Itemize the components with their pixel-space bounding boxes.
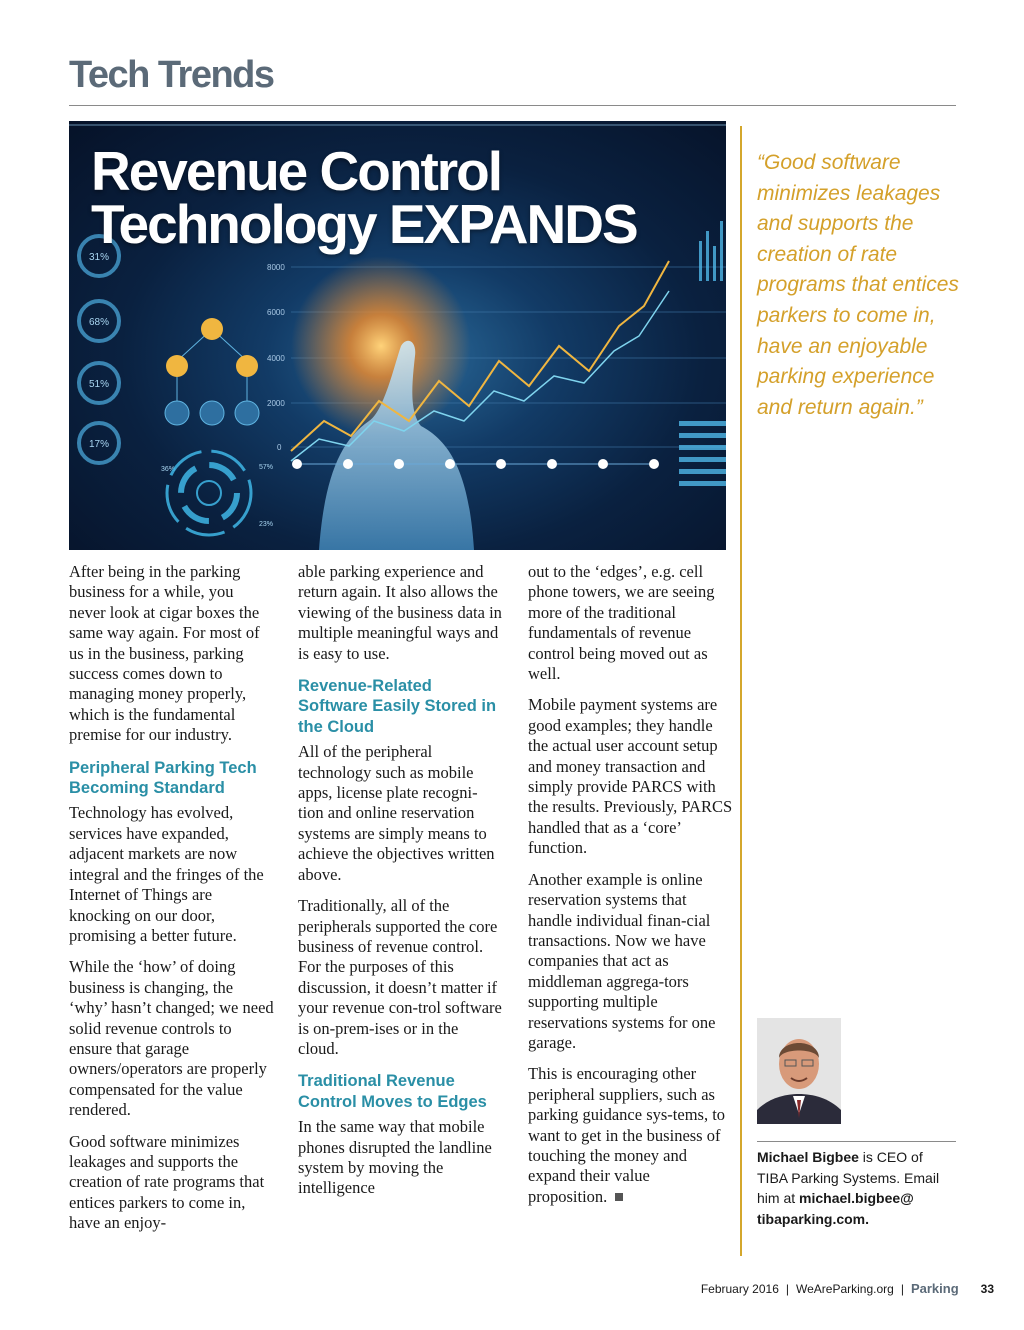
author-photo [757, 1018, 841, 1124]
page-number: 33 [980, 1282, 994, 1296]
author-email[interactable]: michael.bigbee@ tibaparking.com. [757, 1190, 914, 1227]
gauge-label: 36% [161, 466, 176, 473]
gauge-label: 23% [259, 521, 274, 528]
bio-divider [757, 1141, 956, 1142]
article-title [91, 140, 637, 255]
end-mark-icon [615, 1193, 623, 1201]
sidebar-divider [740, 126, 742, 1256]
section-title: Tech Trends [69, 54, 274, 96]
axis-label: 4000 [267, 354, 285, 363]
paragraph: All of the peripheral technology such as mobile apps, license plate recogni-tion and online reservation systems are simply means to achieve the objectives written above. [298, 742, 495, 884]
article-column-3 [528, 562, 733, 1218]
footer-separator: | [785, 1282, 789, 1296]
paragraph: out to the ‘edges’, e.g. cell phone towers, we are seeing more of the traditional fundamentals of revenue control being moved out as well. [528, 562, 715, 684]
footer-separator: | [900, 1282, 904, 1296]
paragraph: In the same way that mobile phones disrupted the landline system by moving the intelligence [298, 1117, 492, 1198]
gauge-label: 68% [89, 317, 110, 328]
gauge-label: 17% [89, 439, 110, 450]
hero-image [69, 121, 726, 550]
page-footer [701, 1281, 994, 1296]
article-title-line: Revenue Control [91, 140, 502, 202]
author-portrait [757, 1018, 841, 1124]
paragraph: able parking experience and return again. It also allows the viewing of the business data in multiple meaningful ways and is easy to use. [298, 562, 502, 663]
paragraph: After being in the parking business for a while, you never look at cigar boxes the same way again. For most of us in the business, parking success comes down to managing money properly, which is the fundamental premise for our industry. [69, 562, 260, 745]
axis-label: 8000 [267, 263, 285, 272]
footer-date: February 2016 [700, 1282, 779, 1296]
paragraph-last [528, 1064, 733, 1207]
paragraph: Mobile payment systems are good examples; they handle the actual user account setup and money transaction and simply provide PARCS with the results. Previously, PARCS handled that as a ‘core’ function. [528, 695, 733, 858]
author-bio [757, 1147, 956, 1229]
author-bio-text: is CEO of TIBA Parking Systems. Email him at [757, 1149, 940, 1206]
paragraph-text: This is encouraging other peripheral suppliers, such as parking guidance sys-tems, to want to get in the business of touching the money and expand their value proposition. [528, 1064, 726, 1206]
axis-label: 6000 [267, 308, 285, 317]
pull-quote: “Good software minimizes leakages and supports the creation of rate programs that entices parkers to come in, have an enjoyable parking experience and return again.” [757, 151, 959, 419]
title-divider [69, 105, 956, 106]
paragraph: Technology has evolved, services have expanded, adjacent markets are now integral and the fringes of the Internet of Things are knocking on our door, promising a better future. [69, 803, 264, 945]
author-name: Michael Bigbee [757, 1149, 859, 1165]
subheading: Traditional Revenue Control Moves to Edges [298, 1072, 487, 1111]
subheading: Peripheral Parking Tech Becoming Standard [69, 758, 257, 798]
gauge-label: 51% [89, 379, 110, 390]
gauge-label: 31% [89, 252, 110, 263]
axis-label: 0 [277, 443, 282, 452]
footer-magazine: Parking [910, 1281, 959, 1296]
paragraph: Another example is online reservation systems that handle individual finan-cial transactions. Now we have companies that act as middleman aggrega-tors supporting multiple reservations systems for one garage. [528, 869, 716, 1052]
footer-site[interactable]: WeAreParking.org [796, 1282, 894, 1296]
subheading: Revenue-Related Software Easily Stored in the Cloud [298, 677, 497, 736]
article-title-line: Technology EXPANDS [91, 193, 637, 255]
axis-label: 2000 [267, 399, 285, 408]
gauge-label: 57% [259, 464, 274, 471]
paragraph: Good software minimizes leakages and supports the creation of rate programs that entices parkers to come in, have an enjoy- [69, 1131, 265, 1233]
paragraph: Traditionally, all of the peripherals supported the core business of revenue control. For the purposes of this discussion, it doesn’t matter if your revenue con-trol software is on-prem-ises or in the cloud. [298, 896, 502, 1058]
article-column-1 [69, 562, 274, 1245]
paragraph: While the ‘how’ of doing business is changing, the ‘why’ hasn’t changed; we need solid revenue controls to ensure that garage owners/operators are properly compensated for the value rendered. [69, 957, 274, 1120]
article-column-2 [298, 562, 503, 1210]
